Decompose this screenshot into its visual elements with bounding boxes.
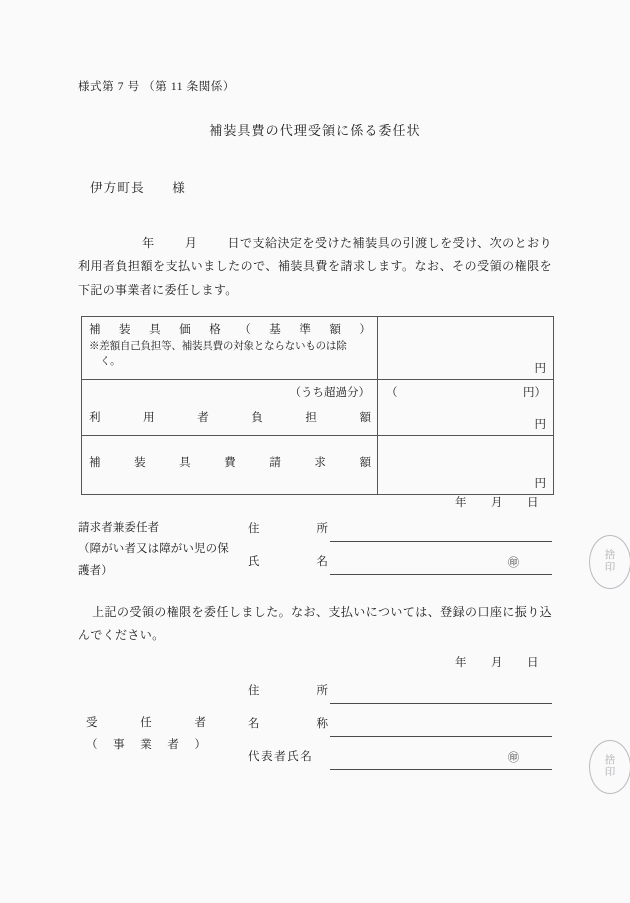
row-2-unit: 円: [534, 419, 546, 431]
body-date-day: 日: [227, 236, 241, 250]
label-char: 者: [167, 738, 179, 751]
delegate-address-row: [248, 680, 552, 713]
body-date-year: 年: [142, 236, 155, 250]
label-char: 称: [316, 718, 328, 730]
delegate-fields: [248, 680, 552, 779]
label-char: 業: [140, 738, 152, 751]
requester-title-line-3: 護者）: [78, 564, 113, 577]
label-char: 受: [86, 717, 98, 729]
label-char: 所: [316, 685, 328, 697]
requester-address-label: [248, 520, 328, 536]
requester-fields: [248, 518, 552, 584]
label-char: 装: [134, 457, 146, 469]
date-line-lower: 年 月 日: [455, 657, 539, 669]
requester-title-line-2: （障がい者又は障がい児の保: [78, 543, 229, 556]
row-2-paren-close-unit: 円）: [523, 387, 546, 399]
delegate-organization-input[interactable]: [330, 736, 552, 737]
delegate-representative-label: 代表者氏名: [248, 751, 314, 763]
suteiin-seal-icon-bottom: [589, 740, 630, 794]
label-char: （: [239, 324, 251, 336]
label-char: 負: [251, 412, 263, 424]
addressee: 伊方町長 様: [90, 181, 186, 195]
label-char: 価: [179, 324, 191, 336]
label-char: 任: [140, 717, 152, 729]
requester-name-row: [248, 551, 552, 584]
row-1-unit: 円: [534, 363, 546, 375]
row-1-value-cell[interactable]: [378, 317, 554, 380]
suteiin-char-2: 印: [604, 767, 616, 778]
row-1-note: [89, 339, 371, 369]
label-char: 額: [359, 412, 371, 424]
suteiin-char-2: 印: [604, 562, 616, 573]
delegate-address-input[interactable]: [330, 703, 552, 704]
label-char: 補: [89, 457, 101, 469]
label-char: 者: [197, 412, 209, 424]
row-2-label-cell: [82, 380, 378, 436]
label-char: 準: [299, 324, 311, 336]
delegate-organization-row: [248, 713, 552, 746]
row-2-label-text: [89, 409, 371, 425]
label-char: 額: [329, 324, 341, 336]
label-char: 請: [269, 457, 281, 469]
label-char: 額: [359, 457, 371, 469]
seal-icon: ㊞: [508, 557, 519, 569]
delegation-statement: [78, 601, 552, 648]
label-char: 所: [316, 523, 328, 535]
row-3-label-cell: [82, 436, 378, 495]
row-3-label-text: [89, 454, 371, 470]
label-char: ）: [359, 324, 371, 336]
label-char: 者: [194, 717, 206, 729]
requester-title: [78, 518, 263, 582]
delegate-address-label: [248, 682, 328, 698]
delegate-title-line-2: [86, 735, 206, 757]
label-char: 名: [248, 718, 260, 730]
label-char: 名: [316, 556, 328, 568]
label-char: 装: [119, 324, 131, 336]
requester-address-input[interactable]: [330, 541, 552, 542]
row-1-label-text: [89, 321, 371, 337]
label-char: 住: [248, 523, 260, 535]
form-number: 様式第 7 号 （第 11 条関係）: [78, 81, 235, 93]
delegate-title-line-1: [86, 713, 206, 735]
label-char: 費: [224, 457, 236, 469]
row-3-unit: 円: [534, 478, 546, 490]
page-title: 補装具費の代理受領に係る委任状: [209, 123, 421, 138]
row-1-note-continuation: く。: [100, 356, 121, 368]
row-2-paren-open: （: [386, 387, 398, 399]
requester-name-label: [248, 553, 328, 569]
label-char: （: [86, 738, 98, 751]
label-char: 利: [89, 412, 101, 424]
body-paragraph-text: で支給決定を受けた補装具の引渡しを受け、次のとおり利用者負担額を支払いましたので、補装具費を請求します。なお、その受領の権限を下記の事業者に委任します。: [78, 236, 553, 297]
row-2-value-cell[interactable]: [378, 380, 554, 436]
body-date-month: 月: [184, 236, 198, 250]
row-2-sub-label: （うち超過分）: [289, 387, 370, 399]
label-char: 基: [269, 324, 281, 336]
delegate-representative-input[interactable]: [330, 769, 552, 770]
amount-table: [81, 316, 554, 495]
suteiin-char-1: 捨: [604, 549, 616, 561]
label-char: 事: [113, 738, 125, 751]
delegation-statement-text: 上記の受領の権限を委任しました。なお、支払いについては、登録の口座に振り込んでください。: [78, 605, 552, 643]
date-line-upper: 年 月 日: [455, 497, 539, 509]
label-char: 住: [248, 685, 260, 697]
label-char: 補: [89, 324, 101, 336]
table-row: [82, 436, 554, 495]
label-char: 用: [143, 412, 155, 424]
delegate-organization-label: [248, 715, 328, 731]
label-char: 具: [149, 324, 161, 336]
requester-name-input[interactable]: [330, 574, 552, 575]
table-row: [82, 317, 554, 380]
delegate-title: [86, 713, 246, 757]
label-char: 求: [314, 457, 326, 469]
label-char: 具: [179, 457, 191, 469]
row-1-label-cell: [82, 317, 378, 380]
label-char: 氏: [248, 556, 260, 568]
row-1-note-text: ※差額自己負担等、補装具費の対象とならないものは除: [89, 341, 347, 352]
label-char: 格: [209, 324, 221, 336]
body-paragraph: [78, 232, 552, 302]
requester-title-line-1: 請求者兼委任者: [78, 522, 160, 534]
table-row: [82, 380, 554, 436]
label-char: 担: [305, 412, 317, 424]
label-char: ）: [194, 738, 206, 751]
requester-address-row: [248, 518, 552, 551]
suteiin-seal-icon-top: [589, 535, 630, 589]
suteiin-char-1: 捨: [604, 754, 616, 766]
delegate-representative-row: [248, 746, 552, 779]
row-3-value-cell[interactable]: [378, 436, 554, 495]
seal-icon: ㊞: [508, 752, 519, 764]
